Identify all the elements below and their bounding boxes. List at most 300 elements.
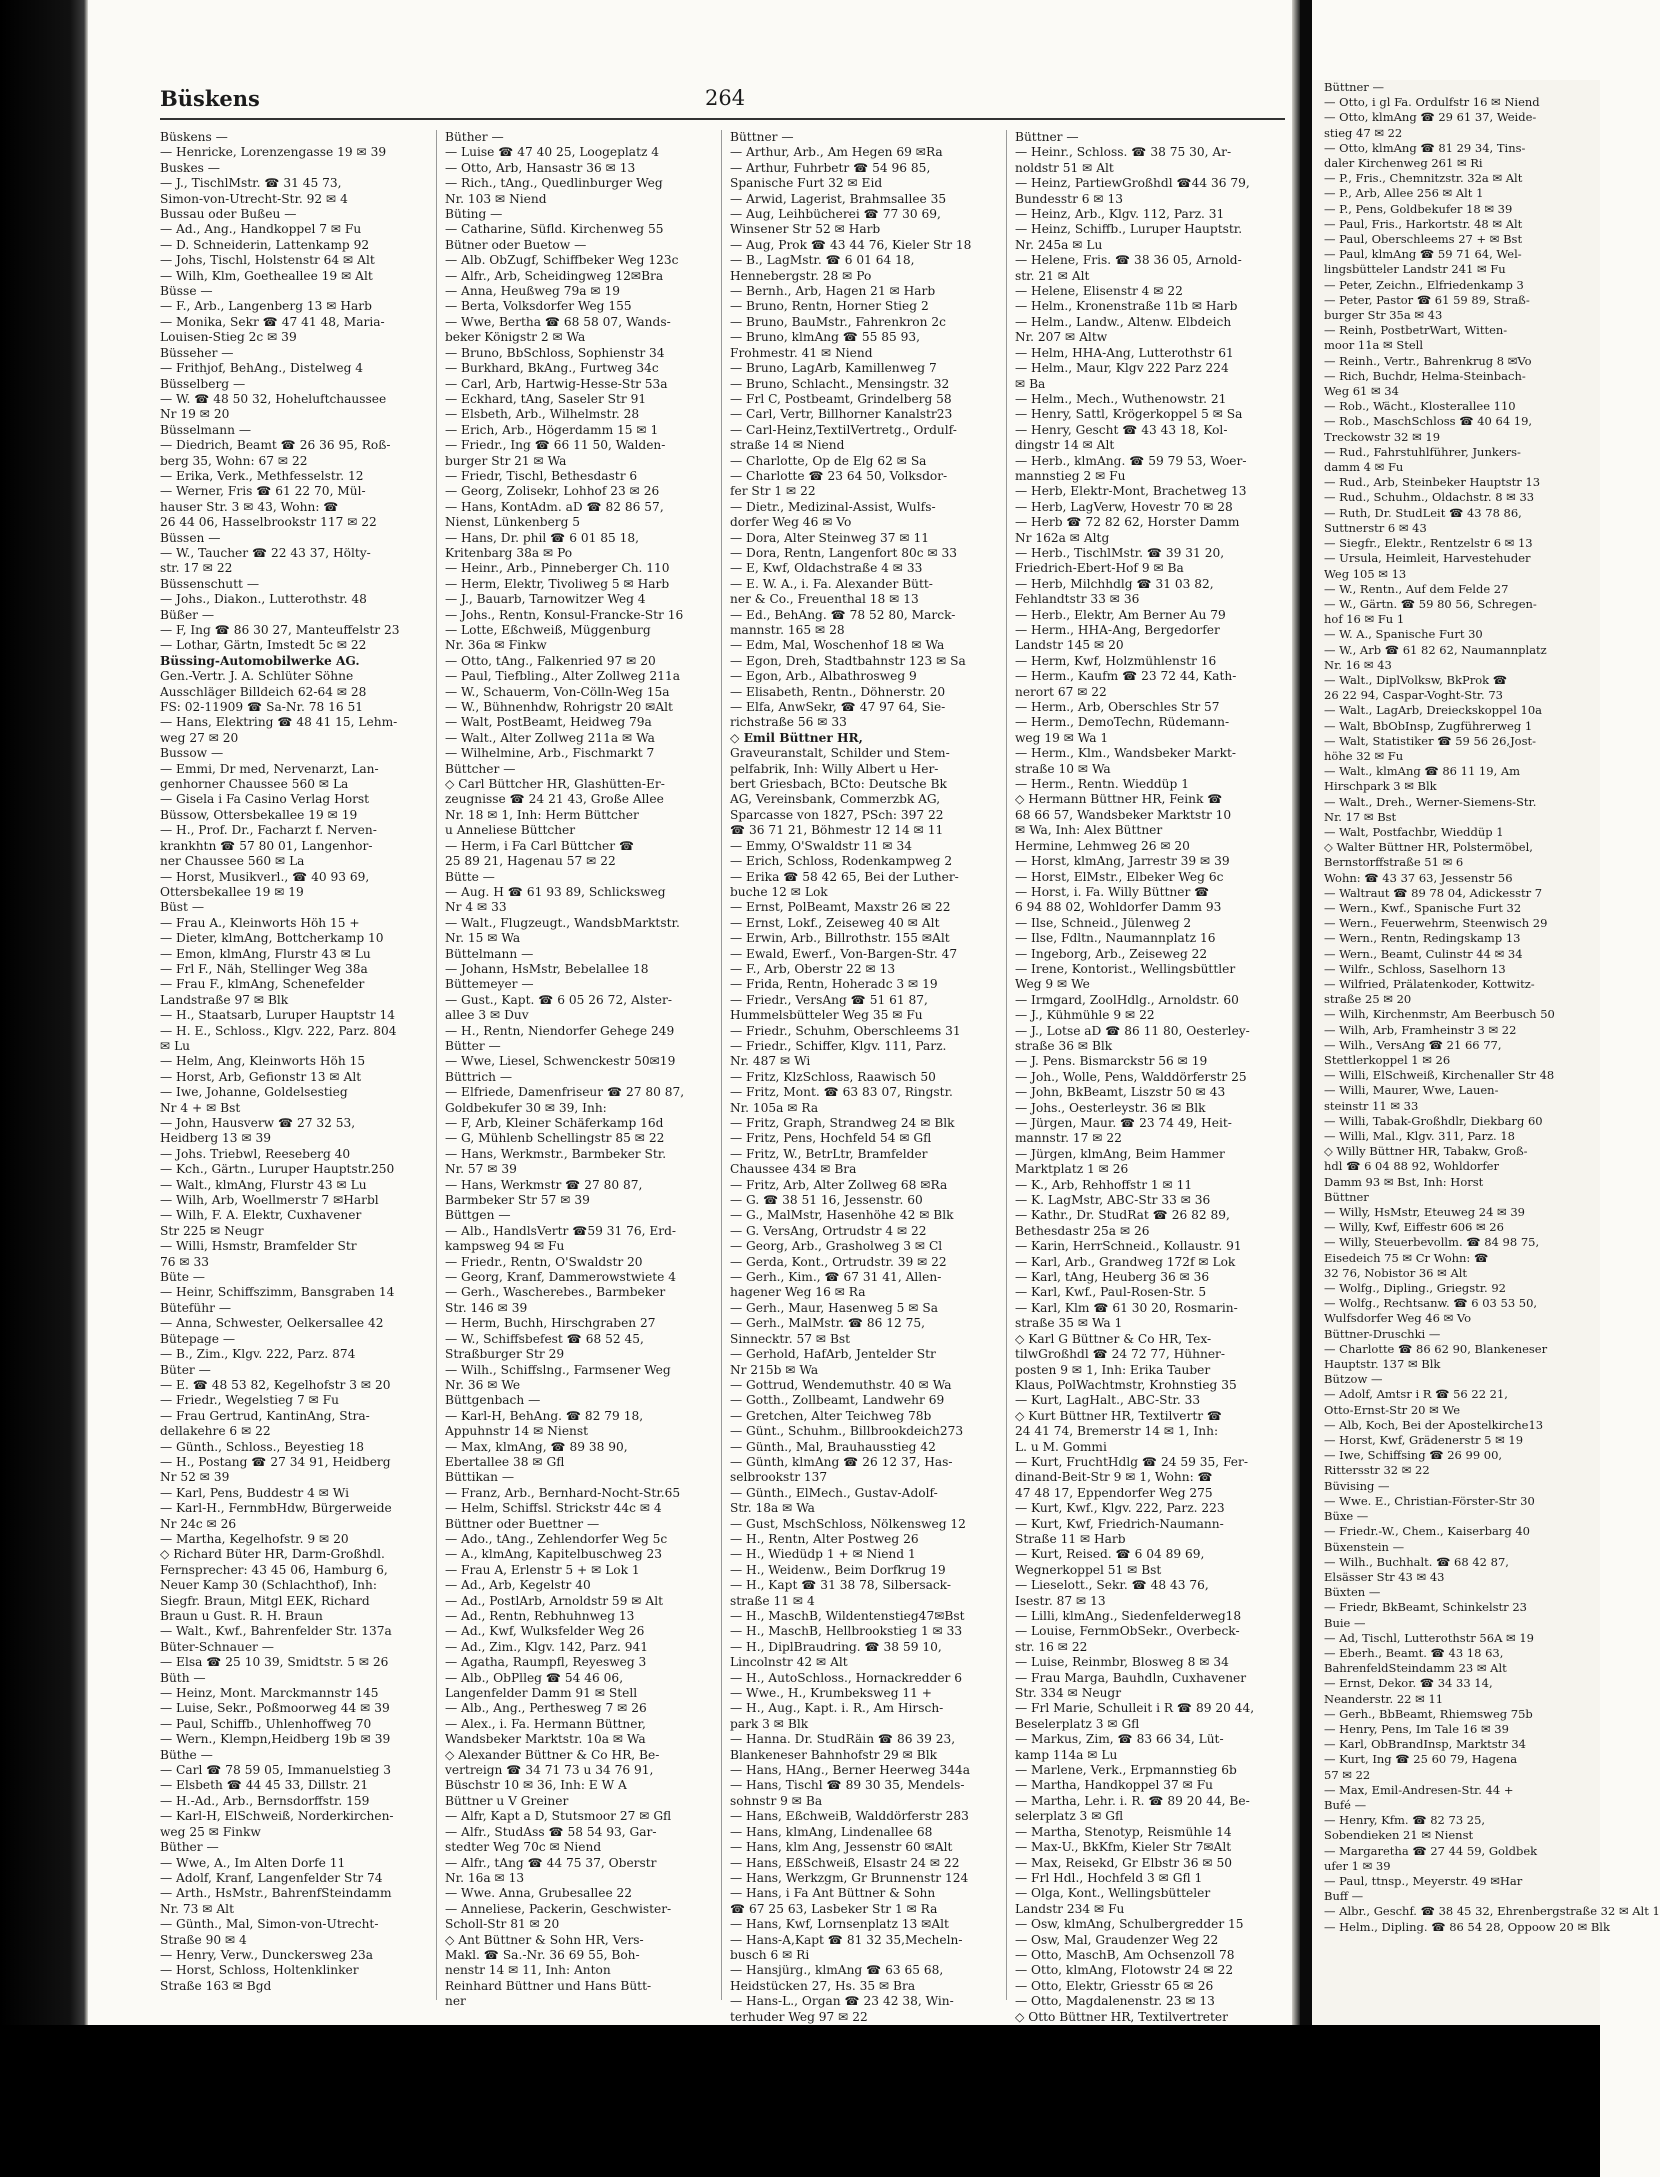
listing-line: selerplatz 3 ✉ Gfl — [1015, 1809, 1124, 1824]
listing-line: — E. W. A., i. Fa. Alexander Bütt- — [730, 576, 933, 591]
listing-line: — Carl, Vertr, Billhorner Kanalstr23 — [730, 407, 953, 422]
listing-line: — Elfa, AnwSekr, ☎ 47 97 64, Sie- — [730, 700, 946, 715]
listing-line: Straße 11 ✉ Harb — [1015, 1531, 1126, 1546]
listing-line: — Paul, Fris., Harkortstr. 48 ✉ Alt — [1324, 216, 1523, 231]
listing-line: Bussow — — [160, 746, 224, 761]
listing-line: vertreign ☎ 34 71 73 u 34 76 91, — [445, 1763, 654, 1778]
listing-line: — Helm., Kronenstraße 11b ✉ Harb — [1015, 299, 1238, 314]
listing-line: — W. ☎ 48 50 32, Hoheluftchaussee — [160, 391, 387, 406]
listing-line: ner — [445, 1994, 466, 2009]
listing-line: — Frida, Rentn, Hoheradc 3 ✉ 19 — [730, 977, 938, 992]
listing-line: — Aug. H ☎ 61 93 89, Schlicksweg — [445, 884, 666, 899]
listing-line: — J. Pens. Bismarckstr 56 ✉ 19 — [1015, 1054, 1208, 1069]
listing-line: Str. 146 ✉ 39 — [445, 1300, 528, 1315]
listing-line: Appuhnstr 14 ✉ Nienst — [445, 1424, 589, 1439]
listing-line: — Ad., Arb, Kegelstr 40 — [445, 1578, 591, 1593]
listing-line: — Elisabeth, Rentn., Döhnerstr. 20 — [730, 684, 946, 699]
column-2 — [445, 130, 710, 2010]
listing-line: 32 76, Nobistor 36 ✉ Alt — [1324, 1265, 1468, 1280]
listing-line: — Jürgen, Maur. ☎ 23 74 49, Heit- — [1015, 1116, 1232, 1130]
listing-line: — Horst, Schloss, Holtenklinker — [160, 1963, 359, 1978]
listing-line: — Ed., BehAng. ☎ 78 52 80, Marck- — [730, 607, 956, 622]
listing-line: str. 17 ✉ 22 — [160, 561, 233, 576]
listing-line: Barmbeker Str 57 ✉ 39 — [445, 1193, 590, 1208]
listing-line: Büteführ — — [160, 1300, 232, 1315]
listing-line: hauser Str. 3 ✉ 43, Wohn: ☎ — [160, 499, 339, 514]
listing-line: — H., MaschB, Hellbrookstieg 1 ✉ 33 — [730, 1624, 963, 1639]
listing-line: — Friedr., Wegelstieg 7 ✉ Fu — [160, 1393, 339, 1408]
listing-line: — Helm., Landw., Altenw. Elbdeich — [1015, 314, 1232, 329]
listing-line: Büttemeyer — — [445, 977, 534, 992]
listing-line: Bützow — — [1324, 1372, 1383, 1387]
listing-line: burger Str 21 ✉ Wa — [445, 453, 567, 468]
listing-line: — Rob., MaschSchloss ☎ 40 64 19, — [1324, 414, 1533, 429]
listing-line: — Herm, Kwf, Holzmühlenstr 16 — [1015, 653, 1217, 668]
listing-line: Büsselmann — — [160, 422, 252, 437]
listing-line: — Martha, Lehr. i. R. ☎ 89 20 44, Be- — [1015, 1793, 1250, 1808]
listing-line: — Max, Emil-Andresen-Str. 44 + — [1324, 1782, 1514, 1797]
listing-line: — Willi, Maurer, Wwe, Lauen- — [1324, 1083, 1499, 1098]
listing-line: Kritenbarg 38a ✉ Po — [445, 545, 573, 560]
listing-line: Goldbekufer 30 ✉ 39, Inh: — [445, 1100, 607, 1115]
listing-line: — Wilh., Schiffslng., Farmsener Weg — [445, 1362, 671, 1377]
listing-line: — Dietr., Medizinal-Assist, Wulfs- — [730, 499, 936, 514]
listing-line: busch 6 ✉ Ri — [730, 1947, 810, 1962]
listing-line: — Karl, Arb., Grandweg 172f ✉ Lok — [1015, 1254, 1236, 1269]
listing-line: Eisedeich 75 ✉ Cr Wohn: ☎ — [1324, 1250, 1489, 1265]
listing-line: — Martha, Kegelhofstr. 9 ✉ 20 — [160, 1531, 349, 1546]
listing-line: Nr 4 ✉ 33 — [445, 900, 507, 915]
listing-line: straße 25 ✉ 20 — [1324, 992, 1412, 1007]
listing-line: Wegnerkoppel 51 ✉ Bst — [1015, 1562, 1162, 1577]
listing-line: — Walt., klmAng, Flurstr 43 ✉ Lu — [160, 1177, 367, 1192]
listing-line: — Wwe, Liesel, Schwenckestr 50✉19 — [445, 1054, 676, 1069]
listing-line: — Kch., Gärtn., Luruper Hauptstr.250 — [160, 1162, 395, 1177]
listing-line: mannstr. 17 ✉ 22 — [1015, 1131, 1122, 1146]
listing-line: Weg 105 ✉ 13 — [1324, 566, 1407, 581]
listing-line: — Henry, Gescht ☎ 43 43 18, Kol- — [1015, 422, 1228, 437]
listing-line: — Ad., Rentn, Rebhuhnweg 13 — [445, 1609, 635, 1623]
listing-line: — Reinh., Vertr., Bahrenkrug 8 ✉Vo — [1324, 353, 1532, 368]
listing-line: — Hans, EßchweiB, Walddörferstr 283 — [730, 1809, 969, 1824]
listing-line: — W., Arb ☎ 61 82 62, Naumannplatz — [1324, 642, 1547, 657]
listing-line: — Rob., Wächt., Klosterallee 110 — [1324, 399, 1516, 414]
listing-line: — Gerh., Kim., ☎ 67 31 41, Allen- — [730, 1270, 942, 1285]
listing-line: — Peter, Zeichn., Elfriedenkamp 3 — [1324, 277, 1524, 292]
listing-line: Büskens — — [160, 130, 228, 144]
listing-line: Nr. 15 ✉ Wa — [445, 931, 521, 946]
listing-line: — Wwe, Bertha ☎ 68 58 07, Wands- — [445, 314, 671, 329]
listing-line: — Günth., Mal, Simon-von-Utrecht- — [160, 1917, 379, 1932]
listing-line: — Herm., Klm., Wandsbeker Markt- — [1015, 746, 1237, 761]
listing-line: — Fritz, Arb, Alter Zollweg 68 ✉Ra — [730, 1177, 948, 1192]
listing-line: — Hans, Werkmstr., Barmbeker Str. — [445, 1146, 667, 1161]
listing-line: — Albr., Geschf. ☎ 38 45 32, Ehrenbergstraße 32 ✉ Alt 1 — [1324, 1904, 1660, 1919]
listing-line: ◇ Alexander Büttner & Co HR, Be- — [445, 1747, 660, 1762]
listing-line: — Fritz, W., BetrLtr, Bramfelder — [730, 1146, 928, 1161]
listing-line: Blankeneser Bahnhofstr 29 ✉ Blk — [730, 1747, 937, 1762]
listing-line: straße 35 ✉ Wa 1 — [1015, 1316, 1123, 1331]
listing-line: — Rich., tAng., Quedlinburger Weg — [445, 176, 663, 191]
listing-line: selbrookstr 137 — [730, 1470, 828, 1485]
listing-line: — Heinz, Schiffb., Luruper Hauptstr. — [1015, 222, 1243, 237]
listing-line: Büter — — [160, 1362, 211, 1377]
listing-line: Büting — — [445, 207, 503, 222]
listing-line: — Heinz, Mont. Marckmannstr 145 — [160, 1686, 379, 1701]
listing-line: — Olga, Kont., Wellingsbütteler — [1015, 1886, 1211, 1901]
listing-line: — Otto, klmAng ☎ 81 29 34, Tins- — [1324, 140, 1526, 155]
listing-line: — Wilh, Arb, Framheinstr 3 ✉ 22 — [1324, 1022, 1517, 1037]
listing-line: — Herb., Elektr, Am Berner Au 79 — [1015, 607, 1226, 622]
listing-line: — E, Kwf, Oldachstraße 4 ✉ 33 — [730, 561, 923, 576]
column-4 — [1015, 130, 1280, 2071]
listing-line: — Otto, klmAng, Flotowstr 24 ✉ 22 — [1015, 1963, 1234, 1978]
listing-line: — Helm, Schiffsl. Strickstr 44c ✉ 4 — [445, 1501, 662, 1516]
listing-line: — Hans, Werkmstr ☎ 27 80 87, — [445, 1177, 643, 1192]
next-page-fragment — [1312, 80, 1660, 2025]
listing-line: Gen.-Vertr. J. A. Schlüter Söhne — [160, 669, 354, 684]
listing-line: — Monika, Sekr ☎ 47 41 48, Maria- — [160, 314, 385, 329]
listing-line: — Fritz, Mont. ☎ 63 83 07, Ringstr. — [730, 1085, 953, 1100]
listing-line: — John, BkBeamt, Liszstr 50 ✉ 43 — [1015, 1085, 1226, 1100]
page-number: 264 — [705, 86, 746, 110]
listing-line: — Georg, Arb., Grasholweg 3 ✉ Cl — [730, 1239, 943, 1254]
listing-line: — Otto, tAng., Falkenried 97 ✉ 20 — [445, 653, 656, 668]
listing-line: — Lilli, klmAng., Siedenfelderweg18 — [1015, 1609, 1242, 1623]
listing-line: Damm 93 ✉ Bst, Inh: Horst — [1324, 1174, 1484, 1189]
listing-line: Nr. 105a ✉ Ra — [730, 1100, 819, 1115]
listing-line: terhuder Weg 97 ✉ 22 — [730, 2009, 868, 2024]
listing-line: — Frau A, Erlenstr 5 + ✉ Lok 1 — [445, 1562, 640, 1577]
listing-line: krankhtn ☎ 57 80 01, Langenhor- — [160, 838, 373, 853]
listing-line: berg 35, Wohn: 67 ✉ 22 — [160, 453, 308, 468]
listing-line: Simon-von-Utrecht-Str. 92 ✉ 4 — [160, 191, 348, 206]
listing-line: — Elfriede, Damenfriseur ☎ 27 80 87, — [445, 1085, 685, 1100]
listing-line: Nr 52 ✉ 39 — [160, 1470, 230, 1485]
listing-line: — Alb., ObPlleg ☎ 54 46 06, — [445, 1670, 624, 1685]
listing-line: straße 11 ✉ 4 — [730, 1593, 815, 1608]
listing-line: — Alfr., StudAss ☎ 58 54 93, Gar- — [445, 1824, 657, 1839]
listing-line: — Rud., Fahrstuhlführer, Junkers- — [1324, 444, 1521, 459]
listing-line: — Erika ☎ 58 42 65, Bei der Luther- — [730, 869, 959, 884]
listing-line: — Adolf, Kranf, Langenfelder Str 74 — [160, 1870, 383, 1885]
listing-line: ✉ Ba — [1015, 376, 1046, 391]
listing-line: — Willy, Kwf, Eiffestr 606 ✉ 26 — [1324, 1220, 1504, 1235]
listing-line: — Helene, Fris. ☎ 38 36 05, Arnold- — [1015, 253, 1242, 268]
listing-line: Nr 24c ✉ 26 — [160, 1516, 237, 1531]
listing-line: — Karl-H., FernmbHdw, Bürgerweide — [160, 1501, 392, 1516]
listing-line: damm 4 ✉ Fu — [1324, 460, 1404, 475]
listing-line: — Friedr, Tischl, Bethesdastr 6 — [445, 468, 638, 483]
listing-line: — G., MalMstr, Hasenhöhe 42 ✉ Blk — [730, 1208, 954, 1223]
listing-line: — Wilh, Kirchenmstr, Am Beerbusch 50 — [1324, 1007, 1555, 1022]
listing-line: Nr. 16a ✉ 13 — [445, 1870, 525, 1885]
listing-line: — Helm., Maur, Klgv 222 Parz 224 — [1015, 361, 1229, 376]
listing-line: str. 21 ✉ Alt — [1015, 268, 1090, 283]
listing-line: — Gerh., Maur, Hasenweg 5 ✉ Sa — [730, 1300, 938, 1315]
listing-line: — Alex., i. Fa. Hermann Büttner, — [445, 1716, 646, 1731]
listing-line: — Louise, FernmObSekr., Overbeck- — [1015, 1624, 1240, 1639]
listing-line: Büsse — — [160, 284, 213, 299]
listing-line: Büsseher — — [160, 345, 234, 360]
listing-line: — Herm., Rentn. Wieddüp 1 — [1015, 777, 1189, 792]
listing-line: — Johs., Oesterleystr. 36 ✉ Blk — [1015, 1100, 1206, 1115]
listing-line: — G. ☎ 38 51 16, Jessenstr. 60 — [730, 1193, 923, 1208]
listing-line: — Otto, MaschB, Am Ochsenzoll 78 — [1015, 1947, 1235, 1962]
listing-line: Heidberg 13 ✉ 39 — [160, 1131, 272, 1146]
listing-line: — Gerda, Kont., Ortrudstr. 39 ✉ 22 — [730, 1254, 947, 1269]
listing-line: — Herb, LagVerw, Hovestr 70 ✉ 28 — [1015, 499, 1233, 514]
listing-line: — J., TischlMstr. ☎ 31 45 73, — [160, 176, 342, 191]
listing-line: — Egon, Arb., Albathrosweg 9 — [730, 669, 917, 684]
listing-line: — Friedr, BkBeamt, Schinkelstr 23 — [1324, 1600, 1527, 1615]
listing-line: Nr. 18 ✉ 1, Inh: Herm Büttcher — [445, 807, 639, 822]
listing-line: — F, Arb, Kleiner Schäferkamp 16d — [445, 1116, 664, 1130]
listing-line: — Luise ☎ 47 40 25, Loogeplatz 4 — [445, 145, 660, 160]
listing-line: — Karin, HerrSchneid., Kollaustr. 91 — [1015, 1239, 1242, 1254]
listing-line: 57 ✉ 22 — [1324, 1767, 1371, 1782]
listing-line: — Eberh., Beamt. ☎ 43 18 63, — [1324, 1645, 1504, 1660]
listing-line: ◇ Ant Büttner & Sohn HR, Vers- — [445, 1932, 644, 1947]
listing-line: Büthe — — [160, 1747, 213, 1762]
listing-line: — P., Arb, Allee 256 ✉ Alt 1 — [1324, 186, 1484, 201]
listing-line: — Hans, EßSchweiß, Elsastr 24 ✉ 22 — [730, 1855, 960, 1870]
listing-line: ◇ Emil Büttner HR, — [730, 730, 863, 745]
listing-line: — Horst, i. Fa. Willy Büttner ☎ — [1015, 884, 1210, 899]
listing-line: — Helm, Ang, Kleinworts Höh 15 — [160, 1054, 366, 1069]
listing-line: — Adolf, Amtsr i R ☎ 56 22 21, — [1324, 1387, 1508, 1402]
listing-line: nerort 67 ✉ 22 — [1015, 684, 1107, 699]
listing-line: — Georg, Kranf, Dammerowstwiete 4 — [445, 1270, 676, 1285]
listing-line: Nr. 207 ✉ Altw — [1015, 330, 1108, 345]
listing-line: — Paul, Oberschleems 27 + ✉ Bst — [1324, 232, 1523, 247]
listing-line: — Herm, i Fa Carl Büttcher ☎ — [445, 838, 635, 853]
listing-line: — Jürgen, klmAng, Beim Hammer — [1015, 1146, 1225, 1161]
listing-line: ✉ Wa, Inh: Alex Büttner — [1015, 823, 1163, 838]
listing-line: ◇ Carl Büttcher HR, Glashütten-Er- — [445, 777, 665, 792]
listing-line: Stettlerkoppel 1 ✉ 26 — [1324, 1053, 1451, 1067]
listing-line: Büssing-Automobilwerke AG. — [160, 653, 360, 668]
listing-line: Wohn: ☎ 43 37 63, Jessenstr 56 — [1324, 870, 1513, 885]
listing-line: — Wolfg., Rechtsanw. ☎ 6 03 53 50, — [1324, 1296, 1538, 1311]
listing-line: — Erwin, Arb., Billrothstr. 155 ✉Alt — [730, 931, 950, 946]
listing-line: — P., Pens, Goldbekufer 18 ✉ 39 — [1324, 201, 1513, 216]
listing-line: — Fritz, KlzSchloss, Raawisch 50 — [730, 1069, 936, 1084]
listing-line: — Charlotte, Op de Elg 62 ✉ Sa — [730, 453, 927, 468]
listing-line: — Osw, klmAng, Schulbergredder 15 — [1015, 1917, 1244, 1932]
listing-line: hdl ☎ 6 04 88 92, Wohldorfer — [1324, 1159, 1499, 1174]
listing-line: — Kurt, Kwf, Friedrich-Naumann- — [1015, 1516, 1224, 1531]
listing-line: — Wilh, F. A. Elektr, Cuxhavener — [160, 1208, 362, 1223]
listing-line: — Gotth., Zollbeamt, Landwehr 69 — [730, 1393, 945, 1408]
listing-line: — Wwe., H., Krumbeksweg 11 + — [730, 1686, 933, 1701]
listing-line: 26 44 06, Hasselbrookstr 117 ✉ 22 — [160, 515, 377, 530]
listing-line: — Ado., tAng., Zehlendorfer Weg 5c — [445, 1531, 668, 1546]
listing-line: Landstr 145 ✉ 20 — [1015, 638, 1124, 653]
listing-line: Büxenstein — — [1324, 1539, 1405, 1554]
listing-line: Sparcasse von 1827, PSch: 397 22 — [730, 807, 944, 822]
listing-line: Büter-Schnauer — — [160, 1639, 274, 1654]
listing-line: — Max-U., BkKfm, Kieler Str 7✉Alt — [1015, 1840, 1232, 1855]
listing-line: — D. Schneiderin, Lattenkamp 92 — [160, 237, 370, 252]
listing-line: — W., Rentn., Auf dem Felde 27 — [1324, 581, 1509, 596]
listing-line: genhorner Chaussee 560 ✉ La — [160, 777, 349, 792]
listing-line: ◇ Willy Büttner HR, Tabakw, Groß- — [1324, 1144, 1528, 1159]
listing-line: — Wilfr., Schloss, Saselhorn 13 — [1324, 961, 1506, 976]
listing-line: — Ernst, Dekor. ☎ 34 33 14, — [1324, 1676, 1493, 1691]
listing-line: — Martha, Handkoppel 37 ✉ Fu — [1015, 1778, 1214, 1793]
listing-line: Büte — — [160, 1270, 205, 1285]
listing-line: — Charlotte ☎ 23 64 50, Volksdor- — [730, 468, 948, 483]
listing-line: — Wwe. E., Christian-Förster-Str 30 — [1324, 1493, 1535, 1508]
listing-line: — Frau F., klmAng, Schenefelder — [160, 977, 365, 992]
listing-line: Friedrich-Ebert-Hof 9 ✉ Ba — [1015, 561, 1184, 576]
listing-line: — Emmi, Dr med, Nervenarzt, Lan- — [160, 761, 379, 776]
listing-line: Büsselberg — — [160, 376, 246, 391]
listing-line: — Aug, Leihbücherei ☎ 77 30 69, — [730, 207, 941, 222]
listing-line: — Bernh., Arb, Hagen 21 ✉ Harb — [730, 284, 936, 299]
listing-line: Nr. 16 ✉ 43 — [1324, 657, 1392, 672]
listing-line: — Helm., Mech., Wuthenowstr. 21 — [1015, 391, 1227, 406]
listing-line: — H., Staatsarb, Luruper Hauptstr 14 — [160, 1008, 396, 1023]
listing-line: Büßer — — [160, 607, 215, 622]
listing-line: zeugnisse ☎ 24 21 43, Große Allee — [445, 792, 664, 807]
listing-line: — Henry, Kfm. ☎ 82 73 25, — [1324, 1813, 1486, 1828]
listing-line: — Karl-H, BehAng. ☎ 82 79 18, — [445, 1408, 644, 1423]
listing-line: Sinnecktr. 57 ✉ Bst — [730, 1331, 851, 1346]
listing-line: — Karl-H, ElSchweiß, Norderkirchen- — [160, 1809, 394, 1824]
listing-line: — Carl, Arb, Hartwig-Hesse-Str 53a — [445, 376, 668, 391]
listing-line: — Frl C, Postbeamt, Grindelberg 58 — [730, 391, 952, 406]
listing-line: — H., Aug., Kapt. i. R., Am Hirsch- — [730, 1701, 944, 1716]
listing-line: — Herm, Buchh, Hirschgraben 27 — [445, 1316, 656, 1331]
listing-line: Büschstr 10 ✉ 36, Inh: E W A — [445, 1778, 627, 1793]
column-divider — [436, 130, 437, 2000]
listing-line: — Gerh., BbBeamt, Rhiemsweg 75b — [1324, 1706, 1533, 1721]
listing-line: Straßburger Str 29 — [445, 1347, 565, 1362]
listing-line: — Wern., Beamt, Culinstr 44 ✉ 34 — [1324, 946, 1523, 961]
listing-line: dinand-Beit-Str 9 ✉ 1, Wohn: ☎ — [1015, 1470, 1213, 1485]
listing-line: ☎ 36 71 21, Böhmestr 12 14 ✉ 11 — [730, 823, 944, 838]
listing-line: — Martha, Stenotyp, Reismühle 14 — [1015, 1824, 1232, 1839]
listing-line: — Bruno, BauMstr., Fahrenkron 2c — [730, 314, 946, 329]
listing-line: — Kurt, Reised. ☎ 6 04 89 69, — [1015, 1547, 1205, 1562]
listing-line: — Günth., Mal, Brauhausstieg 42 — [730, 1439, 936, 1454]
listing-line: Bethesdastr 25a ✉ 26 — [1015, 1223, 1150, 1238]
listing-line: mannstieg 2 ✉ Fu — [1015, 468, 1126, 483]
listing-line: — Lothar, Gärtn, Imstedt 5c ✉ 22 — [160, 638, 367, 653]
listing-line: — Otto, Elektr, Griesstr 65 ✉ 26 — [1015, 1978, 1214, 1993]
listing-line: — H., Prof. Dr., Facharzt f. Nerven- — [160, 823, 377, 838]
listing-line: Wandsbeker Marktstr. 10a ✉ Wa — [445, 1732, 646, 1747]
listing-line: posten 9 ✉ 1, Inh: Erika Tauber — [1015, 1362, 1211, 1377]
listing-line: — E. ☎ 48 53 82, Kegelhofstr 3 ✉ 20 — [160, 1377, 391, 1392]
listing-line: Spanische Furt 32 ✉ Eid — [730, 176, 883, 191]
listing-line: Marktplatz 1 ✉ 26 — [1015, 1162, 1129, 1177]
listing-line: — Reinh, PostbetrWart, Witten- — [1324, 323, 1508, 338]
listing-line: — W., Taucher ☎ 22 43 37, Hölty- — [160, 545, 371, 560]
listing-line: — Hansjürg., klmAng ☎ 63 65 68, — [730, 1963, 944, 1978]
listing-line: — Gretchen, Alter Teichweg 78b — [730, 1408, 932, 1423]
listing-line: — Elsbeth ☎ 44 45 33, Dillstr. 21 — [160, 1778, 369, 1793]
column-3 — [730, 130, 995, 2056]
listing-line: ufer 1 ✉ 39 — [1324, 1858, 1391, 1873]
listing-line: — Erich, Schloss, Rodenkampweg 2 — [730, 854, 953, 869]
listing-line: ◇ Richard Büter HR, Darm-Großhdl. — [160, 1547, 385, 1562]
listing-line: — Aug, Prok ☎ 43 44 76, Kieler Str 18 — [730, 237, 972, 252]
listing-line: weg 25 ✉ Finkw — [160, 1824, 261, 1839]
listing-line: — H., Postang ☎ 27 34 91, Heidberg — [160, 1454, 391, 1469]
listing-line: weg 27 ✉ 20 — [160, 730, 239, 745]
listing-line: — H., Weidenw., Beim Dorfkrug 19 — [730, 1562, 946, 1577]
listing-line: — Ilse, Fdltn., Naumannplatz 16 — [1015, 931, 1216, 946]
listing-line: — Paul, ttnsp., Meyerstr. 49 ✉Har — [1324, 1873, 1523, 1888]
listing-line: — Otto, Magdalenenstr. 23 ✉ 13 — [1015, 1994, 1215, 2009]
listing-line: — Emmy, O'Swaldstr 11 ✉ 34 — [730, 838, 913, 853]
listing-line: — H., Kapt ☎ 31 38 78, Silbersack- — [730, 1578, 951, 1593]
listing-line: — Siegfr., Elektr., Rentzelstr 6 ✉ 13 — [1324, 536, 1533, 551]
listing-line: Nr. 73 ✉ Alt — [160, 1901, 234, 1916]
listing-line: — F, Ing ☎ 86 30 27, Manteuffelstr 23 — [160, 623, 400, 637]
listing-line: Büth — — [160, 1670, 206, 1685]
listing-line: — Herb., klmAng. ☎ 59 79 53, Woer- — [1015, 453, 1247, 468]
listing-line: — Helene, Elisenstr 4 ✉ 22 — [1015, 284, 1183, 299]
listing-line: — Iwe, Johanne, Goldelsestieg — [160, 1085, 348, 1100]
listing-line: — Gottrud, Wendemuthstr. 40 ✉ Wa — [730, 1377, 952, 1392]
listing-line: — Irene, Kontorist., Wellingsbüttler — [1015, 961, 1236, 976]
listing-line: — Rud., Arb, Steinbeker Hauptstr 13 — [1324, 475, 1541, 490]
listing-line: — Karl, Klm ☎ 61 30 20, Rosmarin- — [1015, 1300, 1238, 1315]
listing-line: weg 19 ✉ Wa 1 — [1015, 730, 1109, 745]
listing-line: Büttgen — — [445, 1208, 511, 1223]
listing-line: — Günth, klmAng ☎ 26 12 37, Has- — [730, 1454, 953, 1469]
listing-line: — Heinr., Arb., Pinneberger Ch. 110 — [445, 561, 670, 576]
listing-line: noldstr 51 ✉ Alt — [1015, 160, 1114, 175]
page-gutter-shadow — [1292, 0, 1300, 2177]
listing-line: — Henry, Verw., Dunckersweg 23a — [160, 1947, 373, 1962]
listing-line: ner & Co., Freuenthal 18 ✉ 13 — [730, 592, 919, 607]
column-divider — [1006, 130, 1007, 2000]
listing-line: — Heinr, Schiffszimm, Bansgraben 14 — [160, 1285, 395, 1300]
listing-line: Rittersstr 32 ✉ 22 — [1324, 1463, 1430, 1478]
listing-line: Büttgenbach — — [445, 1393, 541, 1408]
listing-line: Hermine, Lehmweg 26 ✉ 20 — [1015, 838, 1190, 853]
listing-line: — Kurt, FruchtHdlg ☎ 24 59 35, Fer- — [1015, 1454, 1248, 1469]
listing-line: — Henry, Pens, Im Tale 16 ✉ 39 — [1324, 1721, 1509, 1736]
listing-line: stedter Weg 70c ✉ Niend — [445, 1840, 602, 1855]
listing-line: lingsbütteler Landstr 241 ✉ Fu — [1324, 262, 1506, 277]
listing-line: ✉ Lu — [160, 1038, 191, 1053]
listing-line: Wulfsdorfer Weg 46 ✉ Vo — [1324, 1311, 1472, 1326]
listing-line: — Bruno, Rentn, Horner Stieg 2 — [730, 299, 929, 314]
listing-line: — Wilh, Arb, Woellmerstr 7 ✉Harbl — [160, 1193, 379, 1208]
listing-line: — Anneliese, Packerin, Geschwister- — [445, 1901, 672, 1916]
listing-line: richstraße 56 ✉ 33 — [730, 715, 847, 730]
listing-line: — Kurt, Kwf., Klgv. 222, Parz. 223 — [1015, 1501, 1225, 1516]
listing-line: — Kathr., Dr. StudRat ☎ 26 82 89, — [1015, 1208, 1230, 1223]
listing-line: Louisen-Stieg 2c ✉ 39 — [160, 330, 297, 345]
listing-line: — Rich, Buchdr, Helma-Steinbach- — [1324, 368, 1526, 383]
listing-line: fer Str 1 ✉ 22 — [730, 484, 816, 499]
listing-line: — Willi, ElSchweiß, Kirchenaller Str 48 — [1324, 1068, 1555, 1083]
listing-line: Büttner — — [1324, 80, 1384, 94]
listing-line: — Otto, Arb, Hansastr 36 ✉ 13 — [445, 160, 636, 175]
column-1 — [160, 130, 425, 1994]
listing-line: — H., Wiedüdp 1 + ✉ Niend 1 — [730, 1547, 916, 1562]
listing-line: — Karl, Kwf., Paul-Rosen-Str. 5 — [1015, 1285, 1207, 1300]
listing-line: — Peter, Pastor ☎ 61 59 89, Straß- — [1324, 292, 1530, 307]
listing-line: — Johs, Tischl, Holstenstr 64 ✉ Alt — [160, 253, 375, 268]
